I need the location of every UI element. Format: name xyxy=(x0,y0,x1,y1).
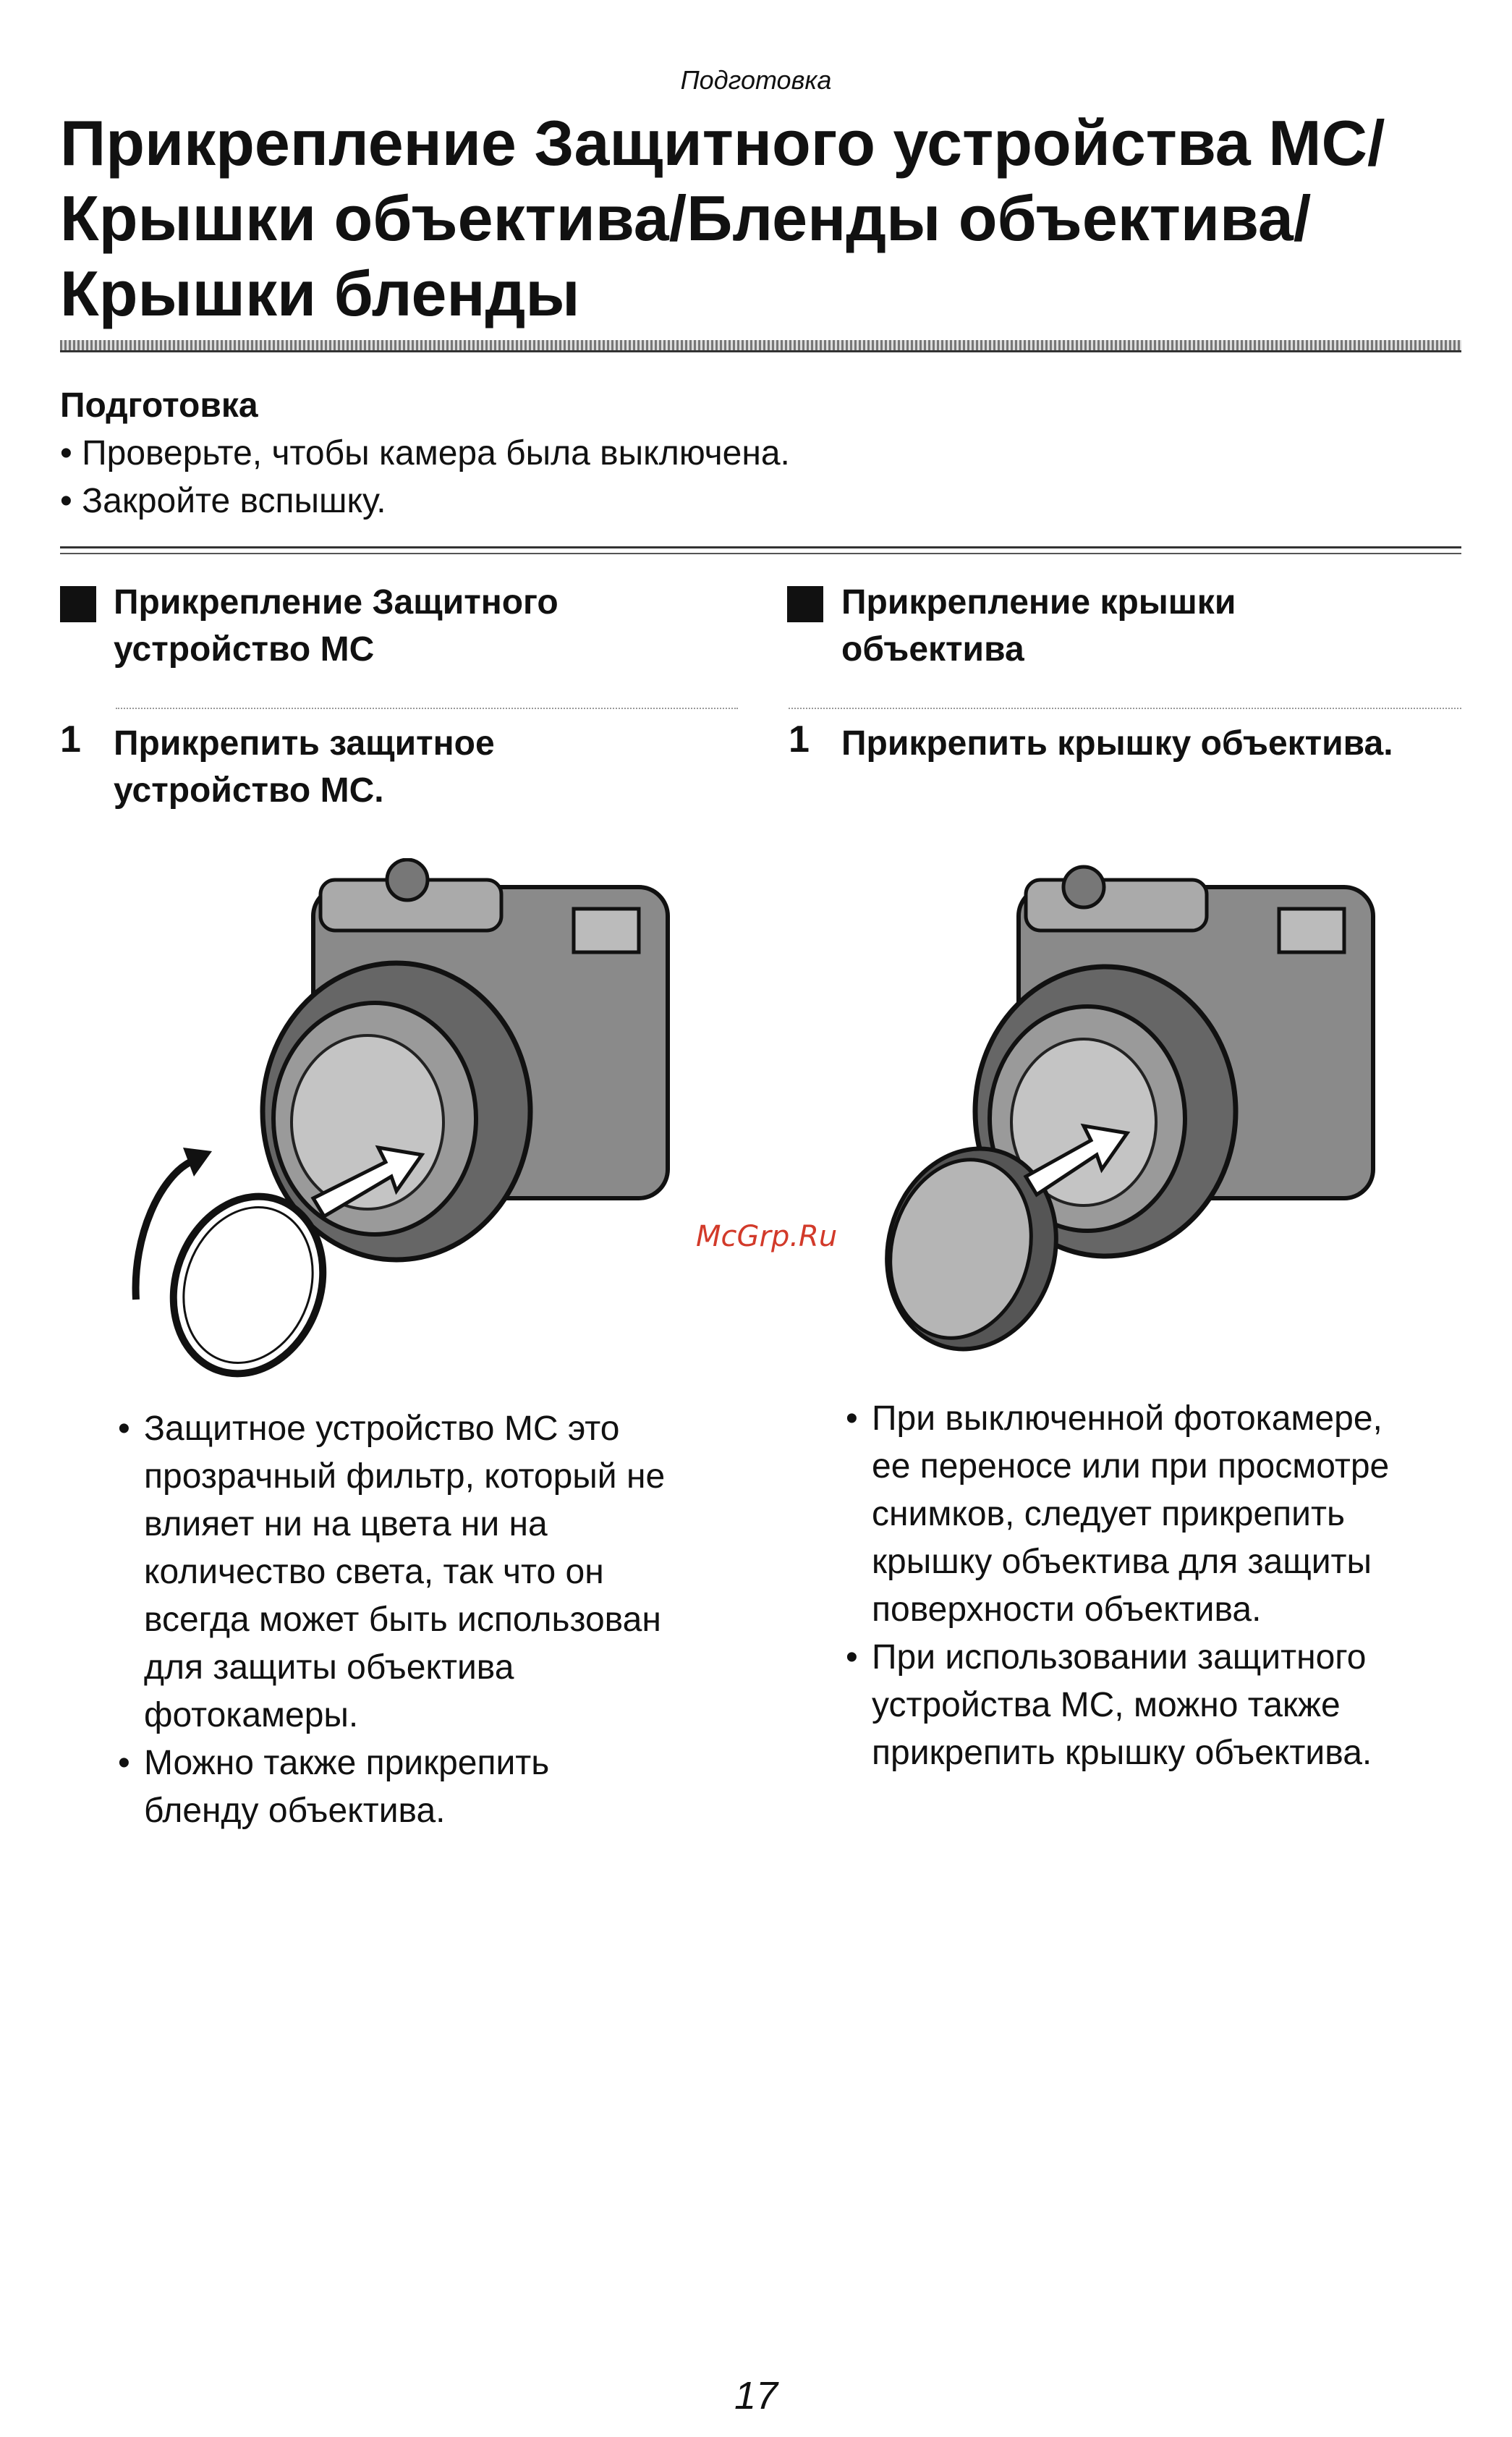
heading-line: Прикрепление крышки xyxy=(841,583,1236,622)
dotted-divider xyxy=(116,708,738,709)
step-line: устройство МС. xyxy=(114,771,384,810)
notes-lens-cap xyxy=(846,1395,1482,1777)
preparation-heading: Подготовка xyxy=(60,386,258,425)
heading-line: устройство МС xyxy=(114,630,375,669)
bullet: • xyxy=(60,434,72,472)
note-line: для защиты объектива xyxy=(144,1648,514,1687)
page-title xyxy=(60,106,1385,331)
note-line: снимков, следует прикрепить xyxy=(872,1495,1345,1533)
note-item xyxy=(118,1405,755,1739)
title-line: Крышки объектива/Бленды объектива/ xyxy=(60,182,1312,254)
section-marker-icon xyxy=(787,586,823,622)
note-line: устройства МС, можно также xyxy=(872,1686,1341,1724)
heading-line: Прикрепление Защитного xyxy=(114,583,558,622)
note-line: влияет ни на цвета ни на xyxy=(144,1505,548,1543)
step-instruction xyxy=(841,720,1393,767)
page-number: 17 xyxy=(734,2374,778,2417)
note-line: всегда может быть использован xyxy=(144,1601,661,1639)
note-line: количество света, так что он xyxy=(144,1553,604,1591)
notes-mc-protector xyxy=(118,1405,755,1835)
title-line: Прикрепление Защитного устройства МС/ xyxy=(60,107,1385,179)
section-heading-mc-protector xyxy=(114,579,558,673)
note-item xyxy=(118,1739,755,1835)
step-line: Прикрепить защитное xyxy=(114,724,495,763)
note-line: бленду объектива. xyxy=(144,1792,446,1830)
preparation-item xyxy=(60,430,790,478)
bullet: • xyxy=(60,482,72,520)
note-line: прикрепить крышку объектива. xyxy=(872,1734,1372,1772)
watermark: McGrp.Ru xyxy=(696,1220,838,1253)
note-line: поверхности объектива. xyxy=(872,1590,1262,1629)
preparation-item xyxy=(60,478,790,525)
preparation-block xyxy=(60,382,790,525)
note-line: прозрачный фильтр, который не xyxy=(144,1457,666,1496)
note-line: Защитное устройство МС это xyxy=(144,1410,620,1448)
step-line: Прикрепить крышку объектива. xyxy=(841,724,1393,763)
note-line: При выключенной фотокамере, xyxy=(872,1399,1383,1438)
title-rule xyxy=(60,340,1461,352)
note-line: Можно также прикрепить xyxy=(144,1744,550,1782)
note-line: крышку объектива для защиты xyxy=(872,1543,1372,1581)
section-divider xyxy=(60,546,1461,554)
section-heading-lens-cap xyxy=(841,579,1236,673)
camera-mc-protector-illustration xyxy=(118,858,682,1379)
bullet: • xyxy=(118,1410,130,1448)
note-line: ее переносе или при просмотре xyxy=(872,1447,1390,1485)
bullet: • xyxy=(118,1744,130,1782)
note-line: фотокамеры. xyxy=(144,1696,359,1734)
dotted-divider xyxy=(789,708,1461,709)
running-header: Подготовка xyxy=(680,65,832,95)
step-number: 1 xyxy=(60,719,81,760)
note-item xyxy=(846,1395,1482,1634)
bullet: • xyxy=(846,1399,858,1438)
heading-line: объектива xyxy=(841,630,1024,669)
title-line: Крышки бленды xyxy=(60,258,580,329)
step-instruction xyxy=(114,720,495,814)
note-item xyxy=(846,1634,1482,1777)
note-line: При использовании защитного xyxy=(872,1638,1367,1677)
preparation-item-text: Проверьте, чтобы камера была выключена. xyxy=(82,434,790,472)
step-number: 1 xyxy=(789,719,810,760)
section-marker-icon xyxy=(60,586,96,622)
bullet: • xyxy=(846,1638,858,1677)
preparation-item-text: Закройте вспышку. xyxy=(82,482,386,520)
camera-lens-cap-illustration xyxy=(874,858,1380,1357)
